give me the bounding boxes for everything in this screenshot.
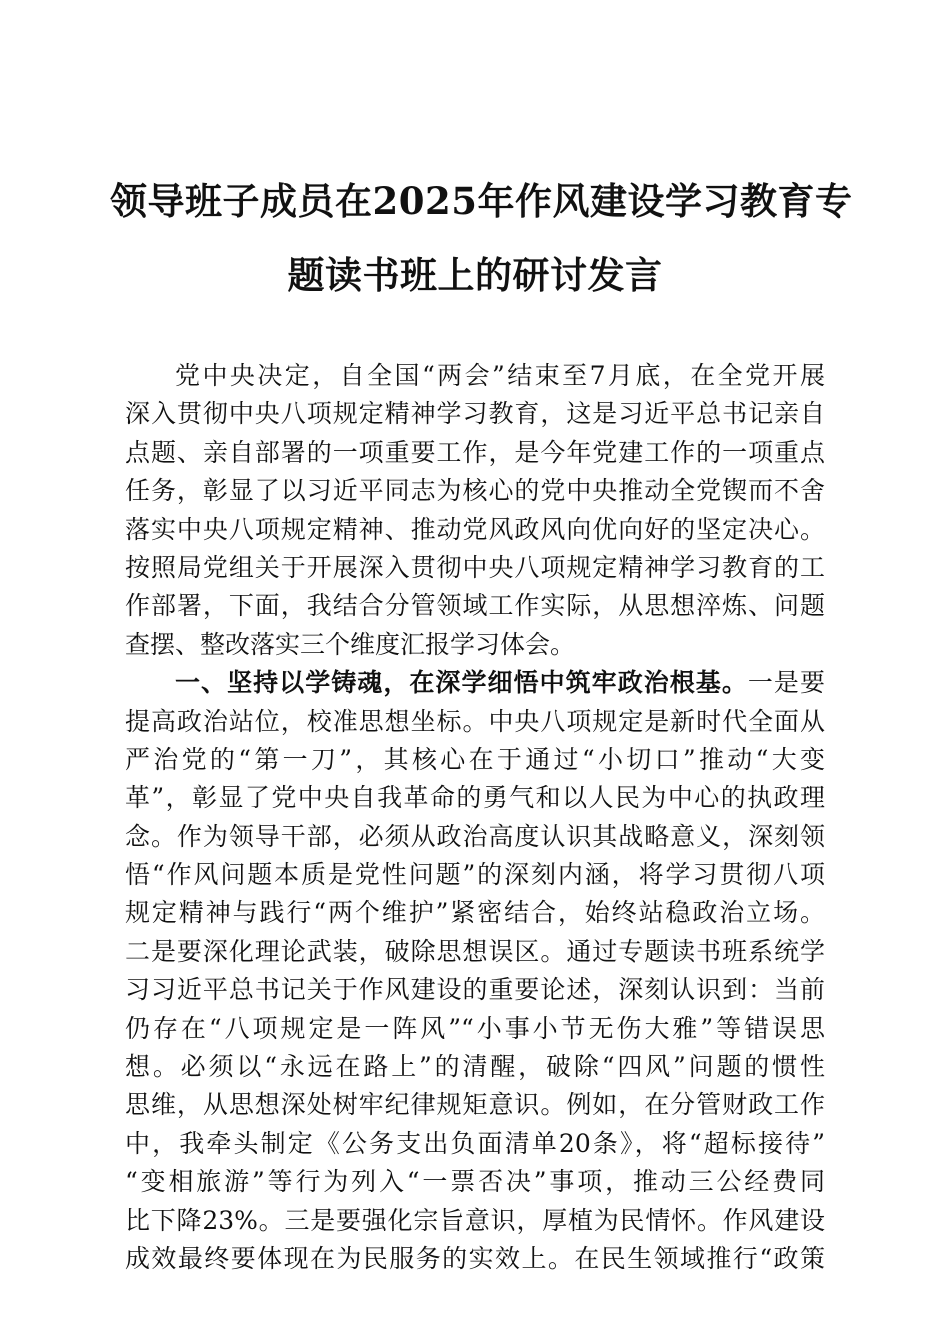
section-1-heading: 一、坚持以学铸魂，在深学细悟中筑牢政治根基。	[175, 668, 748, 698]
paragraph-1-line: 点题、亲自部署的一项重要工作，是今年党建工作的一项重点	[125, 437, 825, 467]
section-1-line: 念。作为领导干部，必须从政治高度认识其战略意义，深刻领	[125, 821, 825, 851]
title-line-1: 领导班子成员在2025年作风建设学习教育专	[110, 179, 853, 223]
section-1-line: 想。必须以“永远在路上”的清醒，破除“四风”问题的惯性	[125, 1052, 825, 1082]
section-1-line: 规定精神与践行“两个维护”紧密结合，始终站稳政治立场。	[125, 898, 825, 928]
section-1-line: 比下降23%。三是要强化宗旨意识，厚植为民情怀。作风建设	[125, 1205, 825, 1235]
paragraph-1-line: 党中央决定，自全国“两会”结束至7月底，在全党开展	[175, 361, 825, 390]
title-line-2: 题读书班上的研讨发言	[287, 253, 663, 297]
section-1-line: 严治党的“第一刀”，其核心在于通过“小切口”推动“大变	[125, 744, 825, 774]
paragraph-1-line: 查摆、整改落实三个维度汇报学习体会。	[125, 629, 576, 659]
paragraph-1-line: 作部署，下面，我结合分管领域工作实际，从思想淬炼、问题	[125, 591, 825, 621]
paragraph-1-line: 任务，彰显了以习近平同志为核心的党中央推动全党锲而不舍	[125, 476, 825, 506]
paragraph-1-line: 深入贯彻中央八项规定精神学习教育，这是习近平总书记亲自	[125, 399, 825, 429]
section-1-first-tail: 一是要	[747, 668, 825, 698]
section-1-line: 仍存在“八项规定是一阵风”“小事小节无伤大雅”等错误思	[125, 1013, 825, 1043]
section-1-line: 思维，从思想深处树牢纪律规矩意识。例如，在分管财政工作	[125, 1090, 825, 1120]
paragraph-1-line: 落实中央八项规定精神、推动党风政风向优向好的坚定决心。	[125, 514, 825, 544]
section-1-line: 悟“作风问题本质是党性问题”的深刻内涵，将学习贯彻八项	[125, 860, 825, 890]
document-title	[110, 164, 853, 312]
section-1-line: 成效最终要体现在为民服务的实效上。在民生领域推行“政策	[125, 1243, 825, 1273]
document-body	[125, 357, 825, 1278]
paragraph-1-line: 按照局党组关于开展深入贯彻中央八项规定精神学习教育的工	[125, 552, 825, 582]
section-1-line: “变相旅游”等行为列入“一票否决”事项，推动三公经费同	[125, 1167, 825, 1197]
section-1-line: 革”，彰显了党中央自我革命的勇气和以人民为中心的执政理	[125, 783, 825, 813]
section-1-line: 习习近平总书记关于作风建设的重要论述，深刻认识到：当前	[125, 975, 825, 1005]
section-1-line: 提高政治站位，校准思想坐标。中央八项规定是新时代全面从	[125, 706, 825, 736]
section-1-line: 中，我牵头制定《公务支出负面清单20条》，将“超标接待”	[125, 1128, 825, 1158]
section-1-first-line	[125, 664, 825, 702]
section-1-line: 二是要深化理论武装，破除思想误区。通过专题读书班系统学	[125, 936, 825, 966]
